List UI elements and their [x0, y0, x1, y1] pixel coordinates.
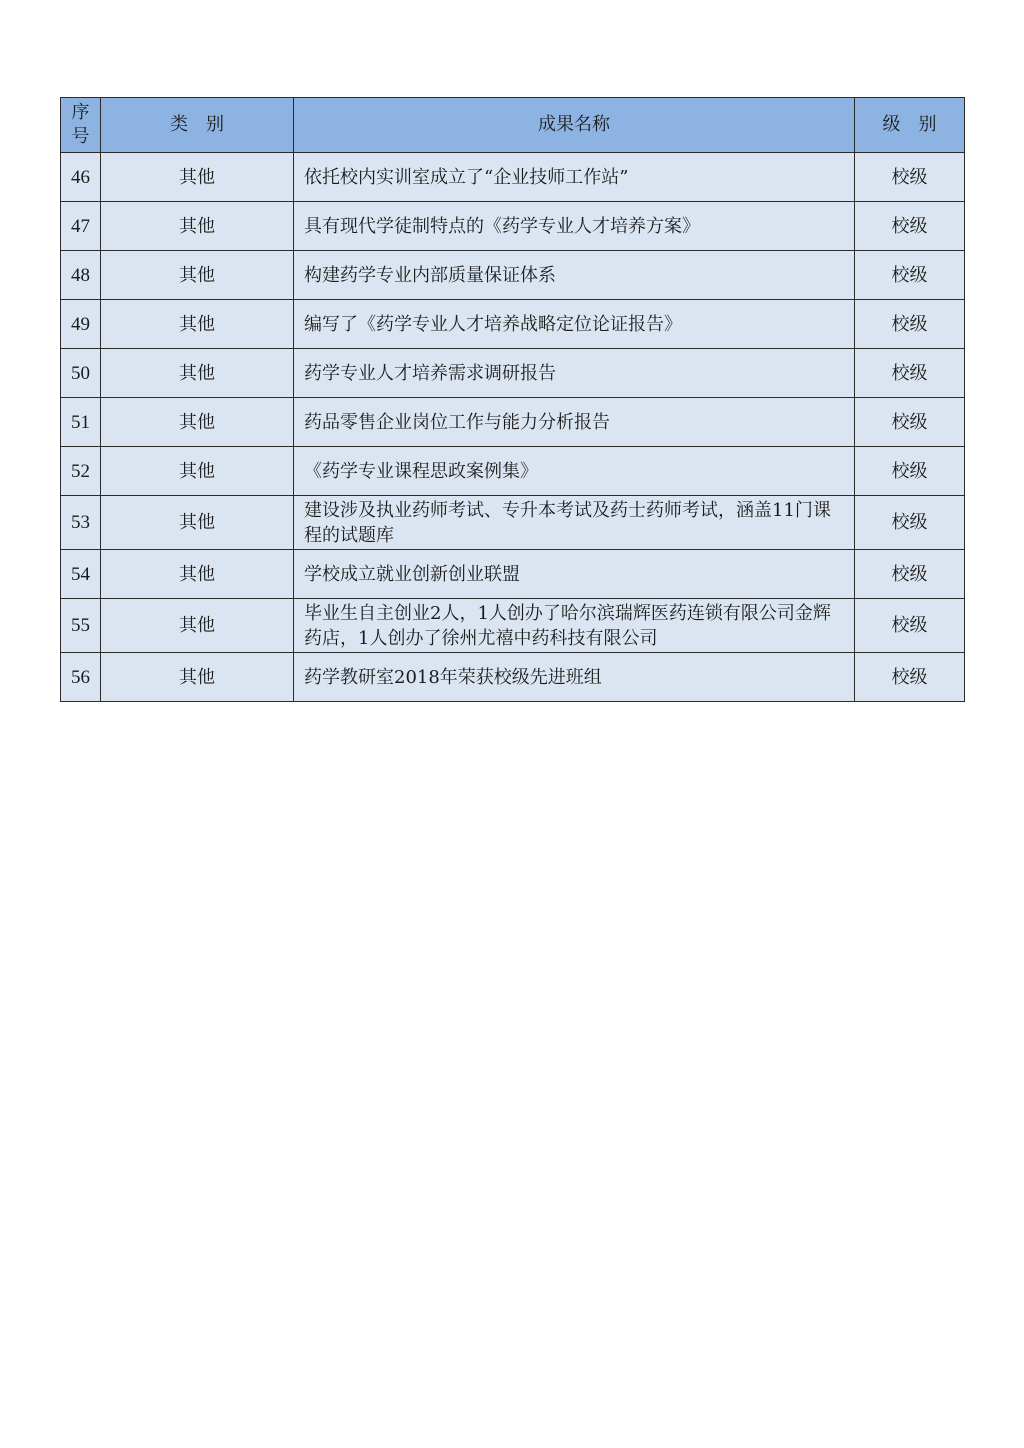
row-category: 其他 — [101, 653, 294, 702]
row-index: 49 — [61, 300, 101, 349]
row-index: 47 — [61, 202, 101, 251]
header-index-line1: 序 — [71, 102, 90, 123]
row-name: 毕业生自主创业2人，1人创办了哈尔滨瑞辉医药连锁有限公司金辉药店，1人创办了徐州尤禧中药科技有限公司 — [294, 599, 855, 653]
table-row — [61, 300, 965, 349]
header-index-line2: 号 — [71, 126, 90, 147]
row-level: 校级 — [855, 496, 965, 550]
row-name: 《药学专业课程思政案例集》 — [294, 447, 855, 496]
row-index: 51 — [61, 398, 101, 447]
row-name: 构建药学专业内部质量保证体系 — [294, 251, 855, 300]
row-level: 校级 — [855, 300, 965, 349]
table-body — [61, 153, 965, 702]
table-row — [61, 202, 965, 251]
row-name: 药品零售企业岗位工作与能力分析报告 — [294, 398, 855, 447]
row-index: 55 — [61, 599, 101, 653]
header-level: 级 别 — [855, 98, 965, 153]
header-row — [61, 98, 965, 153]
table-row — [61, 550, 965, 599]
row-level: 校级 — [855, 550, 965, 599]
row-name: 编写了《药学专业人才培养战略定位论证报告》 — [294, 300, 855, 349]
table-row — [61, 349, 965, 398]
table-row — [61, 251, 965, 300]
row-name: 具有现代学徒制特点的《药学专业人才培养方案》 — [294, 202, 855, 251]
row-category: 其他 — [101, 153, 294, 202]
row-name: 学校成立就业创新创业联盟 — [294, 550, 855, 599]
row-name: 药学专业人才培养需求调研报告 — [294, 349, 855, 398]
row-level: 校级 — [855, 447, 965, 496]
table-row — [61, 496, 965, 550]
row-index: 54 — [61, 550, 101, 599]
row-category: 其他 — [101, 398, 294, 447]
row-level: 校级 — [855, 599, 965, 653]
row-level: 校级 — [855, 251, 965, 300]
row-level: 校级 — [855, 349, 965, 398]
row-category: 其他 — [101, 447, 294, 496]
table-header — [61, 98, 965, 153]
row-index: 56 — [61, 653, 101, 702]
row-index: 53 — [61, 496, 101, 550]
row-index: 46 — [61, 153, 101, 202]
header-name: 成果名称 — [294, 98, 855, 153]
row-category: 其他 — [101, 599, 294, 653]
row-name: 建设涉及执业药师考试、专升本考试及药士药师考试，涵盖11门课程的试题库 — [294, 496, 855, 550]
results-table — [60, 97, 965, 702]
table-row — [61, 599, 965, 653]
row-level: 校级 — [855, 153, 965, 202]
row-category: 其他 — [101, 349, 294, 398]
row-category: 其他 — [101, 251, 294, 300]
row-name: 药学教研室2018年荣获校级先进班组 — [294, 653, 855, 702]
header-index — [61, 98, 101, 153]
header-category: 类 别 — [101, 98, 294, 153]
row-index: 52 — [61, 447, 101, 496]
row-category: 其他 — [101, 496, 294, 550]
table-row — [61, 653, 965, 702]
row-name: 依托校内实训室成立了“企业技师工作站” — [294, 153, 855, 202]
row-level: 校级 — [855, 202, 965, 251]
table-row — [61, 153, 965, 202]
table-row — [61, 447, 965, 496]
table-row — [61, 398, 965, 447]
row-index: 50 — [61, 349, 101, 398]
row-level: 校级 — [855, 653, 965, 702]
row-category: 其他 — [101, 300, 294, 349]
row-level: 校级 — [855, 398, 965, 447]
row-index: 48 — [61, 251, 101, 300]
row-category: 其他 — [101, 202, 294, 251]
row-category: 其他 — [101, 550, 294, 599]
